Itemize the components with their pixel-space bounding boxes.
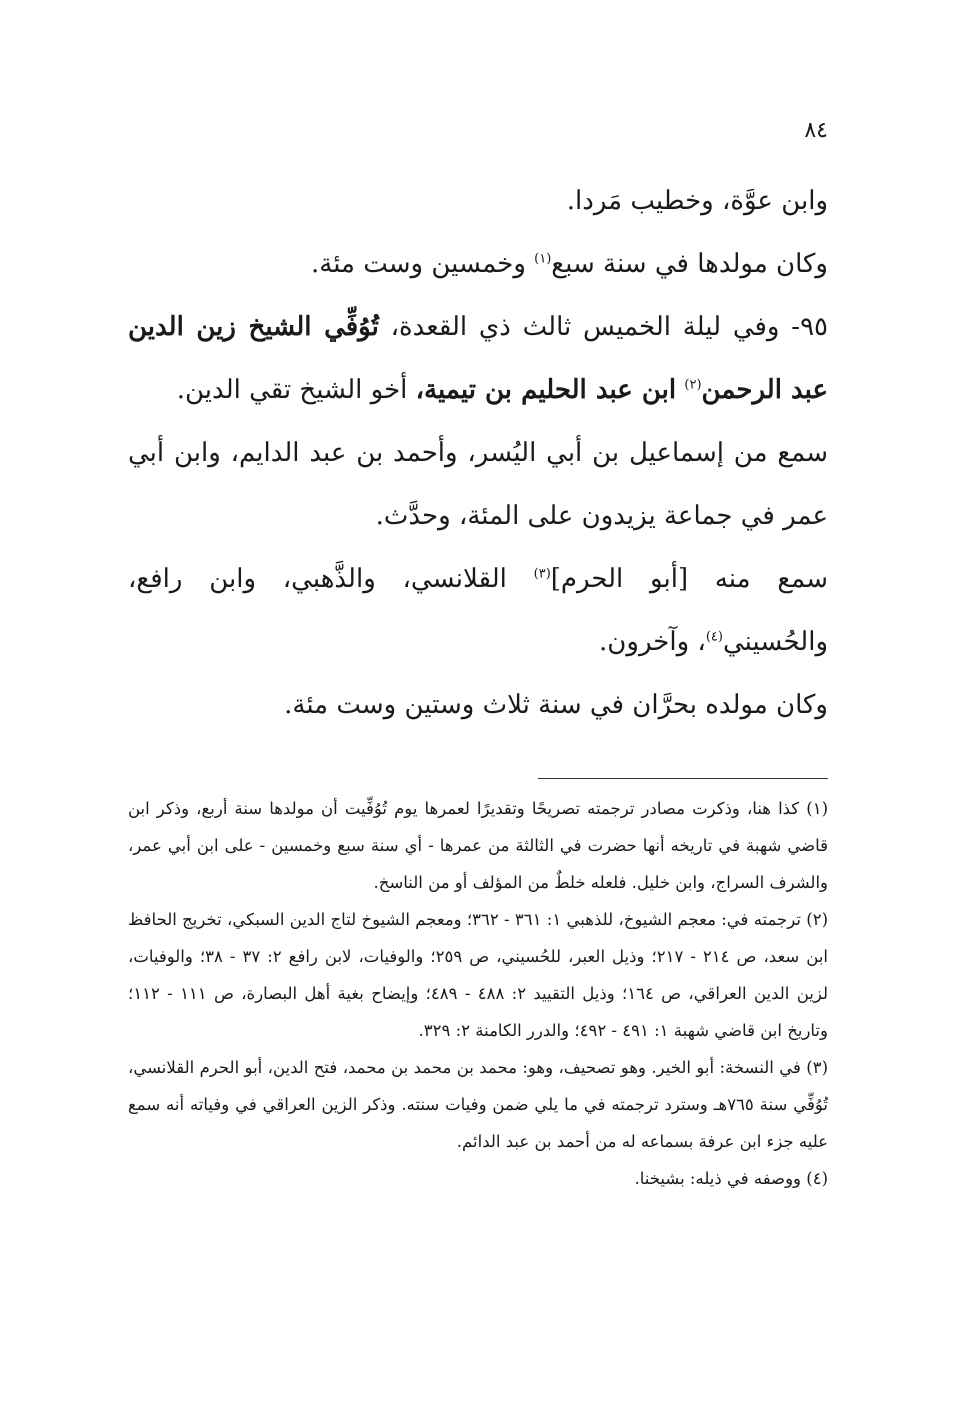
paragraph-2 [128, 233, 828, 296]
entry-name-bold: تُوُفِّي الشيخ زين الدين عبد الرحمن [128, 312, 828, 405]
paragraph-2-text-a: وكان مولدها في سنة سبع [551, 249, 828, 279]
paragraph-5 [128, 548, 828, 674]
paragraph-6: وكان مولده بحرَّان في سنة ثلاث وستين وست مئة. [284, 690, 828, 720]
paragraph-5-text-a: سمع منه [أبو الحرم] [550, 564, 829, 594]
footnote-ref-2: (٢) [684, 377, 702, 393]
paragraph-3 [128, 296, 828, 422]
footnote-ref-3: (٣) [533, 566, 551, 582]
paragraph-2-text-b: وخمسين وست مئة. [311, 249, 535, 279]
paragraph-1: وابن عوَّة، وخطيب مَردا. [566, 186, 828, 216]
main-text [128, 170, 828, 737]
paragraph-4: سمع من إسماعيل بن أبي اليُسر، وأحمد بن عبد الدايم، وابن أبي عمر في جماعة يزيدون على المئة، وحدَّث. [128, 438, 828, 531]
page-number: ٨٤ [804, 118, 828, 143]
paragraph-5-text-c: ، وآخرون. [599, 627, 706, 657]
footnote-3: (٣) في النسخة: أبو الخير. وهو تصحيف، وهو: محمد بن محمد بن محمد، فتح الدين، أبو الحرم القلانسي، تُوُفِّي سنة ٧٦٥هـ وسترد ترجمته في ما يلي ضمن وفيات سنته. وذكر الزين العراقي في وفياته أنه سمع عليه جزء ابن عرفة بسماعه له من أحمد بن عبد الدائم. [128, 1058, 828, 1151]
footnote-ref-4: (٤) [705, 629, 723, 645]
footnote-ref-1: (١) [534, 251, 552, 267]
entry-relation: أخو الشيخ تقي الدين. [176, 375, 416, 405]
entry-lineage-bold: ابن عبد الحليم بن تيمية، [415, 375, 677, 405]
footnote-divider [538, 778, 828, 779]
entry-intro: ٩٥- وفي ليلة الخميس ثالث ذي القعدة، [378, 312, 828, 342]
footnotes [128, 790, 828, 1197]
footnote-2: (٢) ترجمته في: معجم الشيوخ، للذهبي ١: ٣٦١ - ٣٦٢؛ ومعجم الشيوخ لتاج الدين السبكي، تخريج الحافظ ابن سعد، ص ٢١٤ - ٢١٧؛ وذيل العبر، للحُسيني، ص ٢٥٩؛ والوفيات، لابن رافع ٢: ٣٧ - ٣٨؛ والوفيات، لزين الدين العراقي، ص ١٦٤؛ وذيل التقييد ٢: ٤٨٨ - ٤٨٩؛ وإيضاح بغية أهل البصارة، ص ١١١ - ١١٢؛ وتاريخ ابن قاضي شهبة ١: ٤٩١ - ٤٩٢؛ والدرر الكامنة ٢: ٣٢٩. [128, 910, 829, 1040]
footnote-4: (٤) ووصفه في ذيله: بشيخنا. [634, 1169, 828, 1188]
footnote-1: (١) كذا هنا، وذكرت مصادر ترجمته تصريحًا وتقديرًا لعمرها يوم تُوُفِّيت أن مولدها سنة أربع، وذكر ابن قاضي شهبة في تاريخه أنها حضرت في الثالثة من عمرها - أي سنة سبع وخمسين - على ابن أبي عمر، والشرف السراج، وابن خليل. فلعله خلطٌ من المؤلف أو من الناسخ. [128, 799, 828, 892]
paragraph-5-text-b: القلانسي، والذَّهبي، وابن رافع، والحُسيني [128, 564, 828, 657]
